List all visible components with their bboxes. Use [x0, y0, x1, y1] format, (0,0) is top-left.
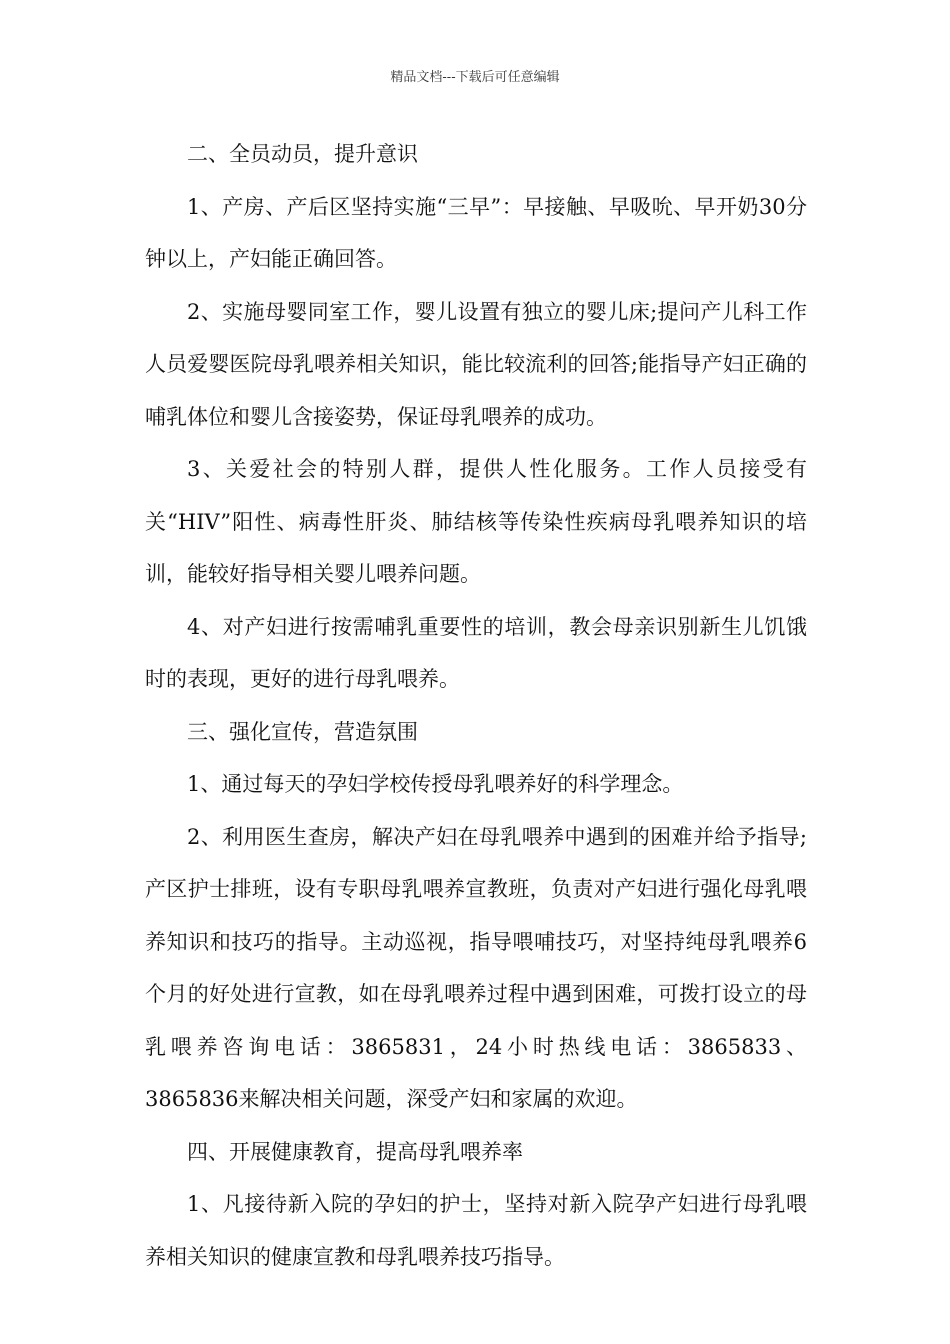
paragraph: 1、产房、产后区坚持实施“三早”：早接触、早吸吮、早开奶30分钟以上，产妇能正确回答。	[145, 194, 807, 271]
page-header: 精品文档---下载后可任意编辑	[390, 70, 560, 85]
paragraph: 1、通过每天的孕妇学校传授母乳喂养好的科学理念。	[187, 772, 684, 796]
paragraph: 1、凡接待新入院的孕妇的护士，坚持对新入院孕产妇进行母乳喂养相关知识的健康宣教和母乳喂养技巧指导。	[145, 1192, 807, 1269]
section-heading-2: 二、全员动员，提升意识	[187, 142, 418, 166]
paragraph: 2、实施母婴同室工作，婴儿设置有独立的婴儿床;提问产儿科工作人员爱婴医院母乳喂养相关知识，能比较流利的回答;能指导产妇正确的哺乳体位和婴儿含接姿势，保证母乳喂养的成功。	[145, 299, 807, 429]
paragraph: 4、对产妇进行按需哺乳重要性的培训，教会母亲识别新生儿饥饿时的表现，更好的进行母乳喂养。	[145, 614, 807, 691]
section-heading-3: 三、强化宣传，营造氛围	[187, 719, 418, 744]
paragraph: 3、关爱社会的特别人群，提供人性化服务。工作人员接受有关“HIV”阳性、病毒性肝炎、肺结核等传染性疾病母乳喂养知识的培训，能较好指导相关婴儿喂养问题。	[145, 457, 807, 586]
document-body	[145, 128, 807, 1283]
paragraph: 2、利用医生查房，解决产妇在母乳喂养中遇到的困难并给予指导;产区护士排班，设有专职母乳喂养宣教班，负责对产妇进行强化母乳喂养知识和技巧的指导。主动巡视，指导喂哺技巧，对坚持纯母乳喂养6个月的好处进行宣教，如在母乳喂养过程中遇到困难，可拨打设立的母乳喂养咨询电话：3865831，24小时热线电话：3865833、3865836来解决相关问题，深受产妇和家属的欢迎。	[145, 824, 807, 1111]
section-heading-4: 四、开展健康教育，提高母乳喂养率	[187, 1139, 523, 1164]
